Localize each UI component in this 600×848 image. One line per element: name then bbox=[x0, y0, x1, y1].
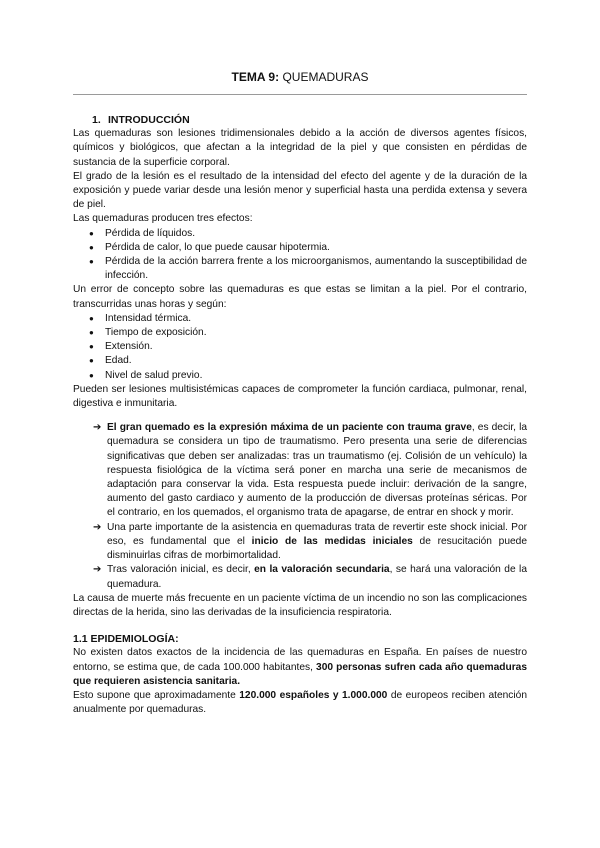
arrow-item-text: , se hará una valoración de la quemadura. bbox=[107, 564, 527, 590]
factors-list bbox=[73, 312, 527, 383]
paragraph-europe bbox=[73, 689, 527, 717]
list-item: ● Tiempo de exposición. bbox=[89, 326, 527, 340]
title-divider bbox=[73, 94, 527, 95]
arrow-item-bold: en la valoración secundaria bbox=[254, 564, 390, 576]
paragraph-incidence bbox=[73, 646, 527, 689]
arrow-right-icon: ➔ bbox=[93, 564, 102, 576]
list-item: ● Pérdida de líquidos. bbox=[89, 227, 527, 241]
list-item: ● Edad. bbox=[89, 354, 527, 368]
arrow-item-text: de resucitación puede disminuirlas cifras de morbimortalidad. bbox=[107, 535, 528, 562]
title-text: QUEMADURAS bbox=[279, 70, 369, 84]
arrow-item-bold: inicio de las medidas iniciales bbox=[251, 535, 413, 547]
page-title bbox=[73, 70, 527, 84]
paragraph-death-cause: La causa de muerte más frecuente en un paciente víctima de un incendio no son las complicaciones directas de la herida, sino las derivadas de la insuficiencia respiratoria. bbox=[73, 592, 527, 618]
arrow-list bbox=[73, 421, 527, 591]
arrow-item-bold: El gran quemado es la expresión máxima de un paciente con trauma grave bbox=[107, 422, 472, 434]
paragraph-misconception: Un error de concepto sobre las quemaduras es que estas se limitan a la piel. Por el contrario, transcurridas unas horas y según: bbox=[73, 284, 527, 310]
document-page bbox=[73, 70, 527, 717]
effects-list bbox=[73, 227, 527, 284]
europe-bold: 120.000 españoles y 1.000.000 bbox=[239, 689, 388, 701]
europe-text: Esto supone que aproximadamente bbox=[73, 689, 240, 701]
arrow-right-icon: ➔ bbox=[93, 422, 102, 434]
arrow-item-text: Tras valoración inicial, es decir, bbox=[107, 564, 255, 576]
paragraph-multisystemic: Pueden ser lesiones multisistémicas capaces de comprometer la función cardiaca, pulmonar, renal, digestiva e inmunitaria. bbox=[73, 383, 527, 410]
list-item: ● Pérdida de la acción barrera frente a los microorganismos, aumentando la susceptibilidad de infección. bbox=[89, 255, 527, 283]
arrow-item bbox=[93, 563, 527, 591]
list-item: ● Nivel de salud previo. bbox=[89, 369, 527, 383]
arrow-item-text: Una parte importante de la asistencia en quemaduras trata de revertir este shock inicial. Por eso, es fundamental que el bbox=[107, 521, 527, 547]
incidence-text: No existen datos exactos de la incidencia de las quemaduras en España. En países de nuestro entorno, se estima que, de cada 100.000 habitantes, bbox=[73, 647, 527, 673]
paragraph-grade: El grado de la lesión es el resultado de la intensidad del efecto del agente y de la duración de la exposición y puede variar desde una lesión menor y superficial hasta una perdida extensa y severa de piel. bbox=[73, 170, 527, 211]
arrow-right-icon: ➔ bbox=[93, 521, 102, 533]
europe-text-end: de europeos reciben atención anualmente por quemaduras. bbox=[73, 689, 527, 716]
section-title: INTRODUCCIÓN bbox=[108, 114, 190, 126]
title-label: TEMA 9: bbox=[231, 70, 280, 84]
paragraph-definition: Las quemaduras son lesiones tridimensionales debido a la acción de diversos agentes físicos, químicos y biológicos, que afectan a la integridad de la piel y que consisten en pérdidas de sustancia de la superficie corporal. bbox=[73, 128, 527, 168]
list-item: ● Extensión. bbox=[89, 340, 527, 354]
list-item: ● Intensidad térmica. bbox=[89, 312, 527, 326]
section-heading bbox=[92, 113, 527, 127]
section-number: 1. bbox=[92, 114, 101, 126]
paragraph-effects-intro: Las quemaduras producen tres efectos: bbox=[73, 213, 253, 225]
arrow-item bbox=[93, 421, 527, 520]
arrow-item-text: , es decir, la quemadura se considera un tipo de traumatismo. Pero presenta una serie de diferencias significativas que deben ser analizadas: tras un traumatismo (ej. Colisión de un vehículo) la respuesta fisiológica de la víctima será poner en marcha una serie de mecanismos de adaptación para conservar la vida. Esta respuesta puede incluir: derivación de la sangre, aumento del gasto cardiaco y aumento de la producción de diversas proteínas séricas. Por el contrario, en los quemados, el organismo trata de apagarse, de entrar en shock y morir. bbox=[107, 422, 528, 519]
arrow-item bbox=[93, 521, 527, 564]
list-item: ● Pérdida de calor, lo que puede causar hipotermia. bbox=[89, 241, 527, 255]
incidence-bold: 300 personas sufren cada año quemaduras que requieren asistencia sanitaria. bbox=[73, 661, 527, 687]
subsection-heading: 1.1 EPIDEMIOLOGÍA: bbox=[73, 633, 179, 646]
